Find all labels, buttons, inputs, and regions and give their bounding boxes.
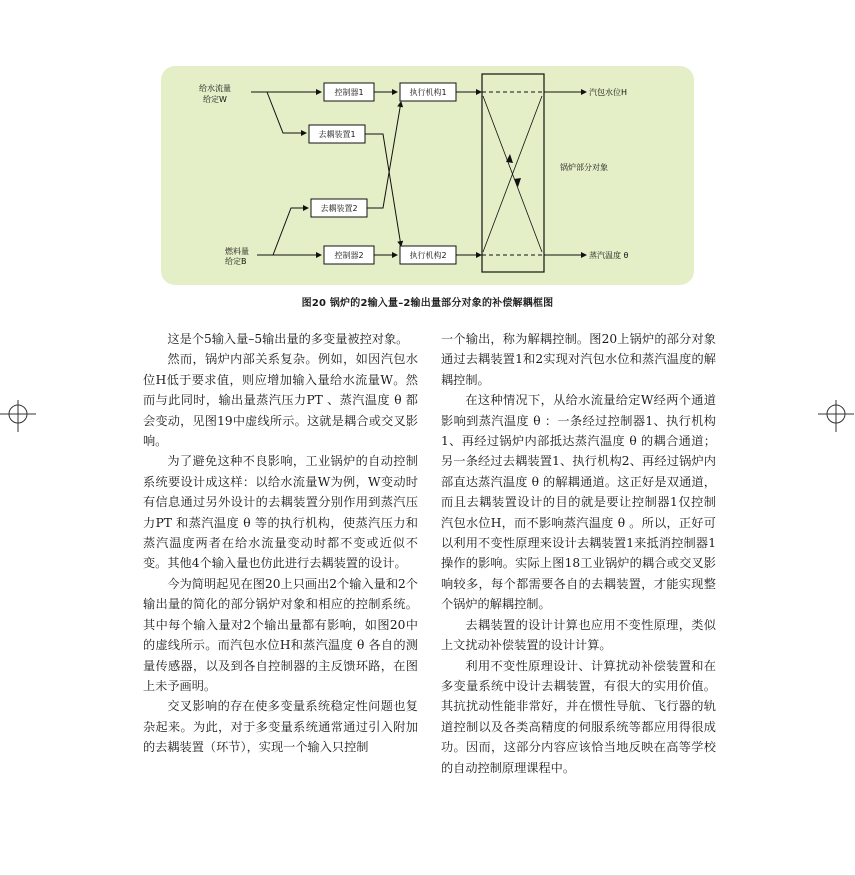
- paragraph: 然而，锅炉内部关系复杂。例如，如因汽包水位H低于要求值，则应增加输入量给水流量W。然而与此同时，输出量蒸汽压力PT 、蒸汽温度 θ 都会变动，见图19中虚线所示。这就是耦合或交叉影响。: [143, 352, 418, 449]
- registration-mark-right-icon: [818, 396, 854, 432]
- actuator1-label: 执行机构1: [409, 88, 447, 97]
- fuel-set-label: 给定B: [225, 257, 247, 266]
- feed-water-label: 给水流量: [199, 84, 231, 93]
- left-text-column: [143, 329, 418, 758]
- actuator2-label: 执行机构2: [409, 251, 447, 260]
- paragraph: 交叉影响的存在使多变量系统稳定性问题也复杂起来。为此，对于多变量系统通常通过引入附加的去耦装置（环节），实现一个输入只控制: [143, 699, 418, 755]
- paragraph: 今为简明起见在图20上只画出2个输入量和2个输出量的简化的部分锅炉对象和相应的控制系统。其中每个输入量对2个输出量都有影响，如图20中的虚线所示。而汽包水位H和蒸汽温度 θ 各自的测量传感器，以及到各自控制器的主反馈环路，在图上未予画明。: [143, 576, 418, 693]
- paragraph: 这是个5输入量–5输出量的多变量被控对象。: [167, 332, 409, 346]
- figure-caption: 图20 锅炉的2输入量–2输出量部分对象的补偿解耦框图: [301, 298, 554, 309]
- controller1-label: 控制器1: [334, 88, 364, 97]
- level-output-label: 汽包水位H: [589, 88, 628, 97]
- decoupler2-label: 去耦装置2: [320, 204, 358, 213]
- paragraph: 利用不变性原理设计、计算扰动补偿装置和在多变量系统中设计去耦装置，有很大的实用价值。其抗扰动性能非常好，并在惯性导航、飞行器的轨道控制以及各类高精度的伺服系统等都应用得很成功。因而，这部分内容应该恰当地反映在高等学校的自动控制原理课程中。: [441, 658, 716, 775]
- temperature-output-label: 蒸汽温度 θ: [589, 251, 629, 260]
- paragraph: 一个输出，称为解耦控制。图20上锅炉的部分对象通过去耦装置1和2实现对汽包水位和蒸汽温度的解耦控制。: [441, 332, 716, 387]
- block-diagram-figure: [161, 66, 694, 285]
- paragraph: 在这种情况下，从给水流量给定W经两个通道影响到蒸汽温度 θ ：一条经过控制器1、执行机构1、再经过锅炉内部抵达蒸汽温度 θ 的耦合通道；另一条经过去耦装置1、执行机构2、再经过锅炉内部直达蒸汽温度 θ 的解耦通道。这正好是双通道，而且去耦装置设计的目的就是要让控制器1仅控制汽包水位H，而不影响蒸汽温度 θ 。所以，正好可以利用不变性原理来设计去耦装置1来抵消控制器1操作的影响。实际上图18工业锅炉的耦合或交叉影响较多，每个都需要各自的去耦装置，才能实现整个锅炉的解耦控制。: [441, 393, 716, 612]
- right-text-column: [441, 329, 716, 778]
- controller2-label: 控制器2: [334, 251, 364, 260]
- feed-water-set-label: 给定W: [203, 95, 227, 104]
- registration-mark-left-icon: [0, 396, 36, 432]
- paragraph: 去耦装置的设计计算也应用不变性原理，类似上文扰动补偿装置的设计计算。: [441, 617, 716, 653]
- paragraph: 为了避免这种不良影响，工业锅炉的自动控制系统要设计成这样：以给水流量W为例，W变动时有信息通过另外设计的去耦装置分别作用到蒸汽压力PT 和蒸汽温度 θ 等的执行机构，使蒸汽压力和蒸汽温度两者在给水流量变动时都不变或近似不变。其他4个输入量也仿此进行去耦装置的设计。: [143, 454, 418, 571]
- plant-label: 锅炉部分对象: [560, 163, 608, 172]
- fuel-label: 燃料量: [225, 247, 249, 256]
- decoupler1-label: 去耦装置1: [318, 130, 356, 139]
